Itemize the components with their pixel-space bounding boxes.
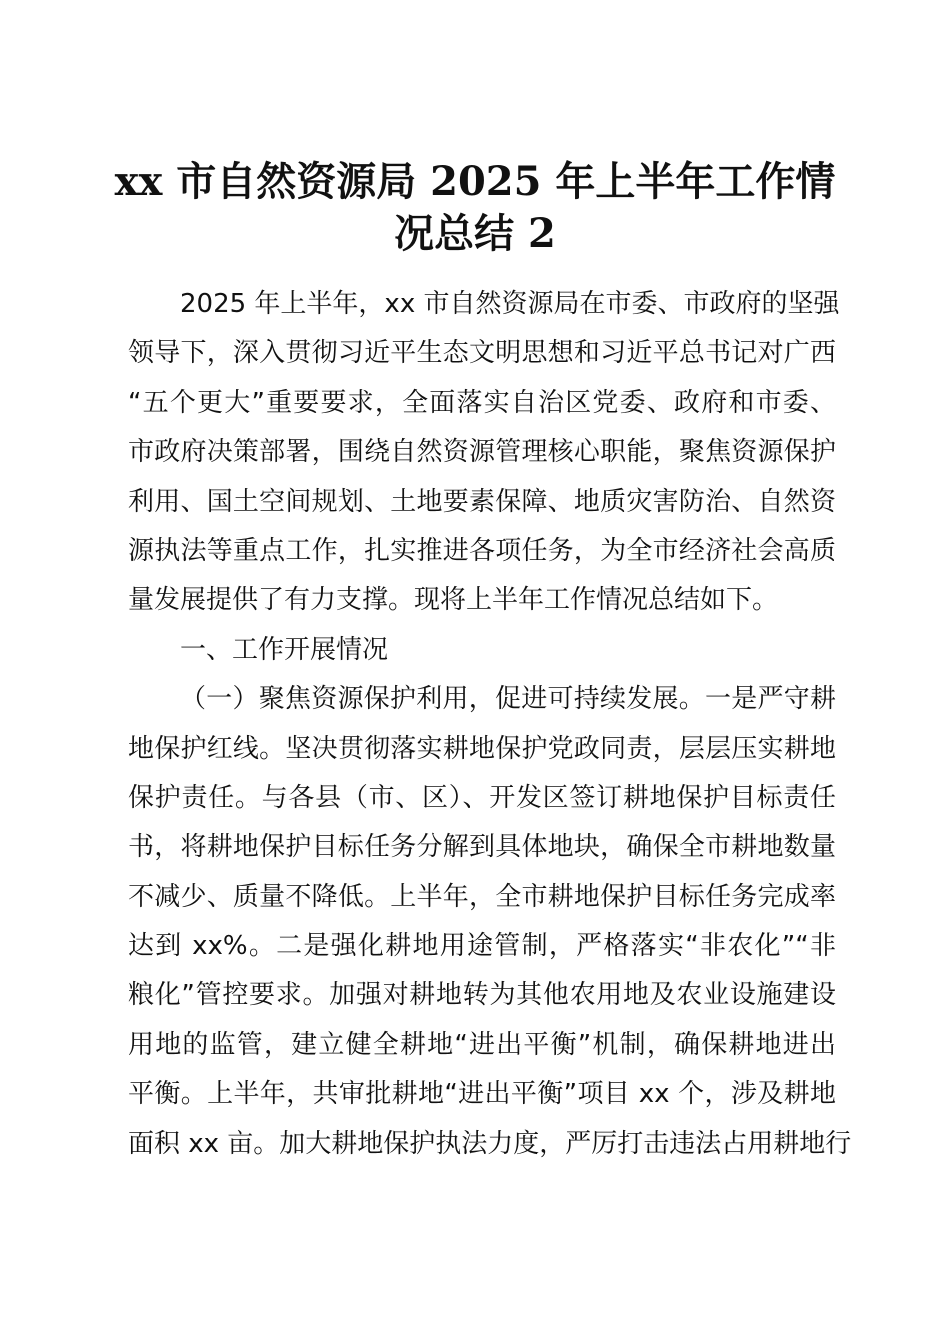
paragraph-line: 平衡。上半年，共审批耕地“进出平衡”项目 xx 个，涉及耕地 <box>128 1079 836 1110</box>
paragraph-line: 达到 xx%。二是强化耕地用途管制，严格落实“非农化”“非 <box>128 931 836 962</box>
paragraph-line: 书，将耕地保护目标任务分解到具体地块，确保全市耕地数量 <box>128 832 836 863</box>
paragraph-line: 领导下，深入贯彻习近平生态文明思想和习近平总书记对广西 <box>128 338 836 369</box>
paragraph-line: 源执法等重点工作，扎实推进各项任务，为全市经济社会高质 <box>128 535 836 566</box>
paragraph-line: 利用、国土空间规划、土地要素保障、地质灾害防治、自然资 <box>128 486 836 517</box>
paragraph-line: 用地的监管，建立健全耕地“进出平衡”机制，确保耕地进出 <box>128 1029 836 1060</box>
section-paragraph <box>128 675 852 1169</box>
title-line-1: xx 市自然资源局 2025 年上半年工作情 <box>114 158 836 205</box>
paragraph-line: 粮化”管控要求。加强对耕地转为其他农用地及农业设施建设 <box>128 980 836 1011</box>
paragraph-line: 2025 年上半年，xx 市自然资源局在市委、市政府的坚强 <box>180 289 840 319</box>
paragraph-line: 面积 xx 亩。加大耕地保护执法力度，严厉打击违法占用耕地行 <box>128 1128 852 1159</box>
section-heading: 一、工作开展情况 <box>180 634 389 665</box>
intro-paragraph <box>128 280 840 626</box>
document-body <box>128 280 852 1169</box>
document-title <box>100 156 850 260</box>
paragraph-line: （一）聚焦资源保护利用，促进可持续发展。一是严守耕 <box>180 684 836 715</box>
paragraph-line: 地保护红线。坚决贯彻落实耕地保护党政同责，层层压实耕地 <box>128 733 836 764</box>
paragraph-line: 不减少、质量不降低。上半年，全市耕地保护目标任务完成率 <box>128 881 836 912</box>
paragraph-line: “五个更大”重要要求，全面落实自治区党委、政府和市委、 <box>128 387 836 418</box>
title-line-2: 况总结 2 <box>394 210 556 257</box>
paragraph-line: 保护责任。与各县（市、区）、开发区签订耕地保护目标责任 <box>128 782 836 813</box>
paragraph-line: 量发展提供了有力支撑。现将上半年工作情况总结如下。 <box>128 585 779 616</box>
paragraph-line: 市政府决策部署，围绕自然资源管理核心职能，聚焦资源保护 <box>128 437 836 468</box>
